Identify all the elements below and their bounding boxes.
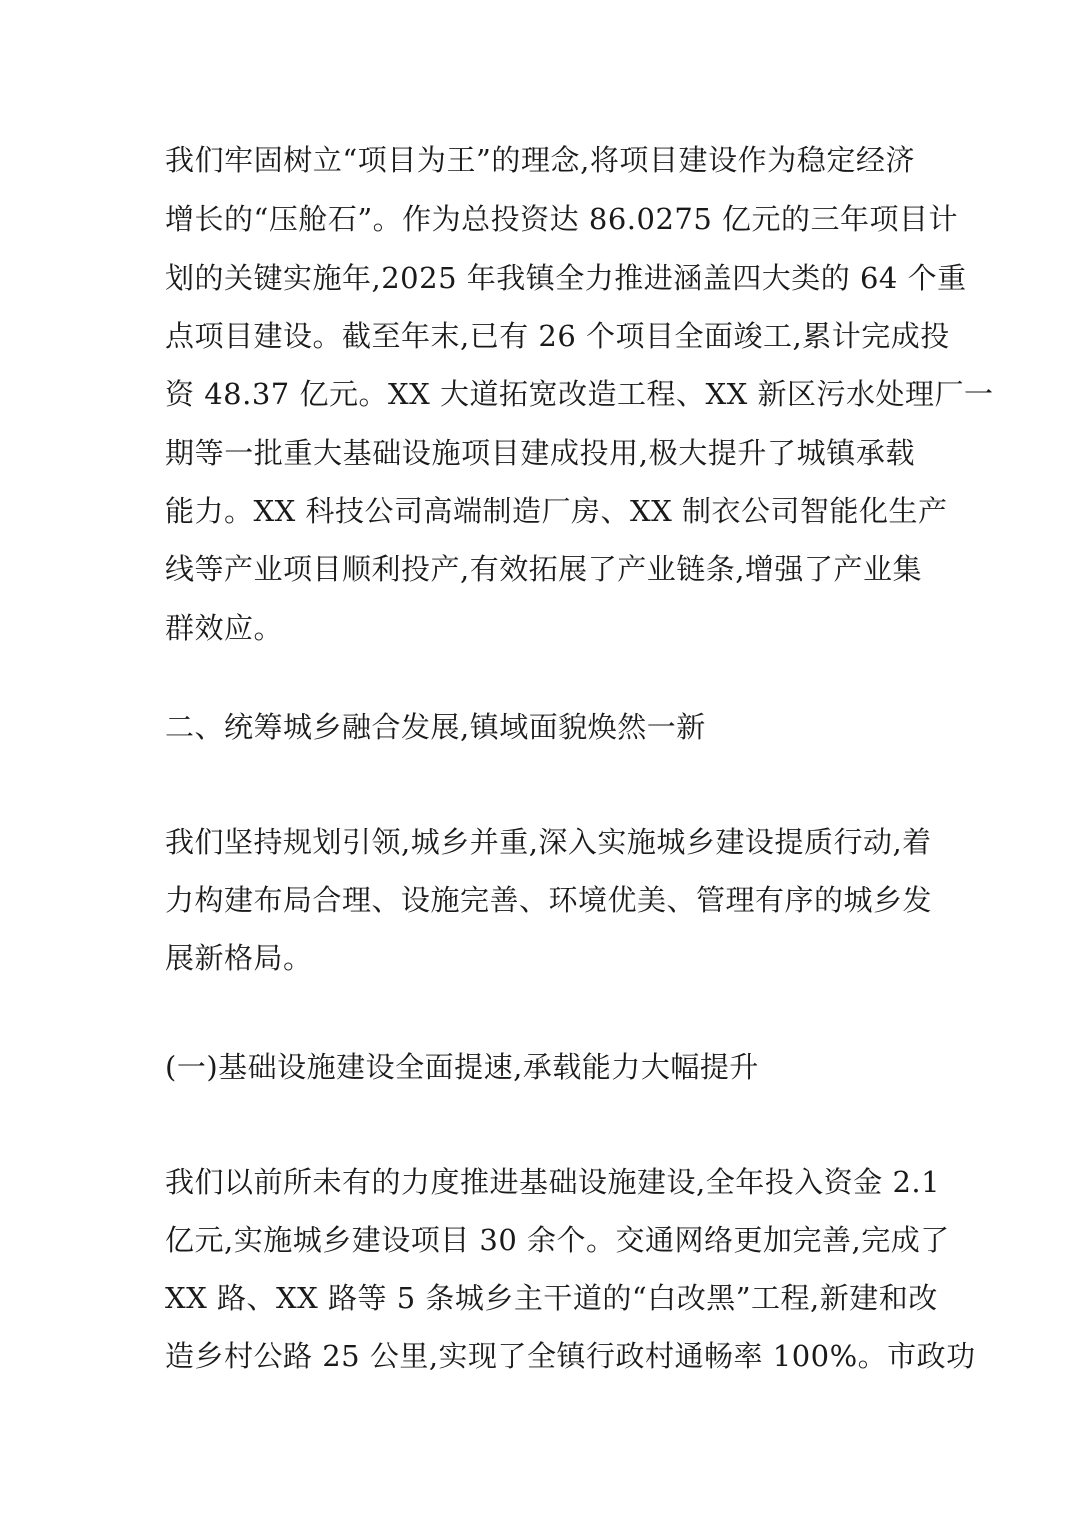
paragraph-line: 我们以前所未有的力度推进基础设施建设,全年投入资金 2.1	[165, 1165, 941, 1199]
section-heading: 二、统筹城乡融合发展,镇域面貌焕然一新	[165, 710, 706, 744]
paragraph-line: 展新格局。	[165, 941, 313, 975]
paragraph-line: 能力。XX 科技公司高端制造厂房、XX 制衣公司智能化生产	[165, 494, 948, 528]
paragraph-line: XX 路、XX 路等 5 条城乡主干道的“白改黑”工程,新建和改	[165, 1281, 938, 1315]
paragraph-line: 线等产业项目顺利投产,有效拓展了产业链条,增强了产业集	[165, 552, 922, 586]
paragraph-line: 增长的“压舱石”。作为总投资达 86.0275 亿元的三年项目计	[165, 202, 959, 236]
subsection-heading: (一)基础设施建设全面提速,承载能力大幅提升	[165, 1050, 759, 1084]
paragraph-line: 亿元,实施城乡建设项目 30 余个。交通网络更加完善,完成了	[165, 1223, 950, 1257]
paragraph-line: 期等一批重大基础设施项目建成投用,极大提升了城镇承载	[165, 436, 915, 470]
paragraph-line: 我们坚持规划引领,城乡并重,深入实施城乡建设提质行动,着	[165, 825, 932, 859]
paragraph-line: 造乡村公路 25 公里,实现了全镇行政村通畅率 100%。市政功	[165, 1339, 976, 1373]
paragraph-line: 力构建布局合理、设施完善、环境优美、管理有序的城乡发	[165, 883, 933, 917]
paragraph-line: 群效应。	[165, 611, 284, 645]
paragraph-line: 我们牢固树立“项目为王”的理念,将项目建设作为稳定经济	[165, 143, 915, 177]
paragraph-line: 资 48.37 亿元。XX 大道拓宽改造工程、XX 新区污水处理厂一	[165, 377, 994, 411]
paragraph-line: 点项目建设。截至年末,已有 26 个项目全面竣工,累计完成投	[165, 319, 950, 353]
paragraph-line: 划的关键实施年,2025 年我镇全力推进涵盖四大类的 64 个重	[165, 261, 967, 295]
